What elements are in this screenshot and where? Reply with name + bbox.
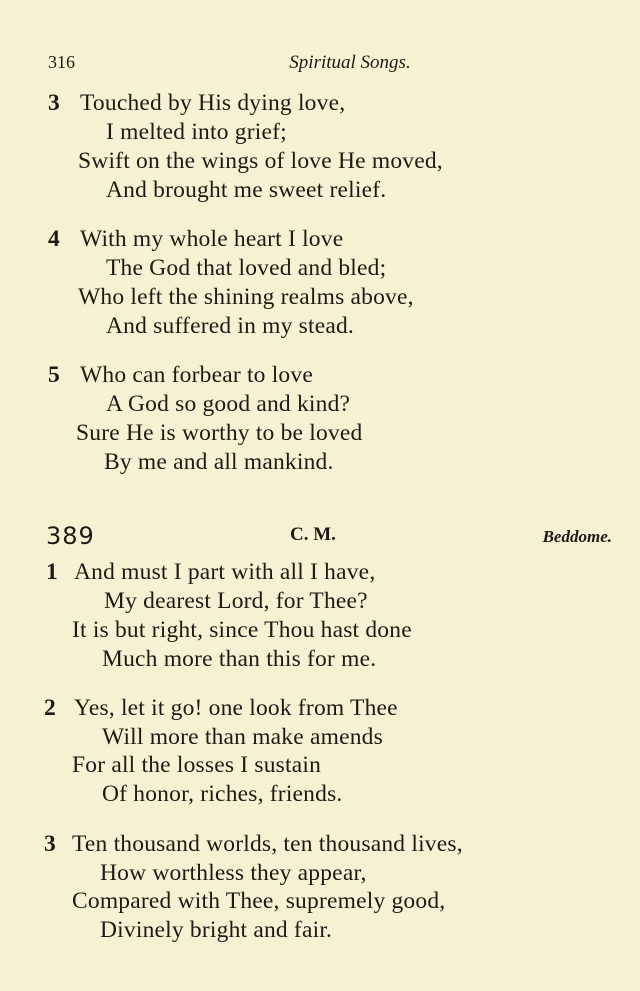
verse-line: For all the losses I sustain [72,752,322,778]
verse-line: Divinely bright and fair. [100,917,333,943]
verse-line: A God so good and kind? [106,391,351,417]
verse-line: Yes, let it go! one look from Thee [74,695,398,721]
hymn-author: Beddome. [542,527,612,546]
verse-line: Of honor, riches, friends. [102,781,343,807]
verse-line: Sure He is worthy to be loved [76,420,363,446]
verse-line: Swift on the wings of love He moved, [78,148,443,174]
verse-line: Much more than this for me. [102,646,377,672]
verse-line: Will more than make amends [102,724,383,750]
running-head: Spiritual Songs. [289,52,411,73]
verse-line: Ten thousand worlds, ten thousand lives, [72,831,463,857]
stanza-number: 2 [44,695,56,721]
stanza-number: 3 [44,831,56,857]
verse-line: Who left the shining realms above, [78,284,414,310]
verse-line: And brought me sweet relief. [106,177,387,203]
verse-line: Who can forbear to love [80,362,313,388]
verse-line: Compared with Thee, supremely good, [72,888,446,914]
stanza-number: 5 [48,362,60,388]
verse-line: With my whole heart I love [80,226,344,252]
verse-line: How worthless they appear, [100,860,367,886]
verse-line: It is but right, since Thou hast done [72,617,412,643]
hymn-number: 389 [46,522,95,550]
verse-line: By me and all mankind. [104,449,334,475]
hymn-meter: C. M. [290,524,336,545]
stanza-number: 4 [48,226,60,252]
page-number: 316 [48,52,75,72]
verse-line: And must I part with all I have, [74,559,376,585]
verse-line: And suffered in my stead. [106,313,354,339]
stanza-number: 3 [48,90,60,116]
stanza-number: 1 [46,559,58,585]
verse-line: The God that loved and bled; [106,255,387,281]
verse-line: I melted into grief; [106,119,287,145]
verse-line: Touched by His dying love, [80,90,346,116]
verse-line: My dearest Lord, for Thee? [104,588,368,614]
